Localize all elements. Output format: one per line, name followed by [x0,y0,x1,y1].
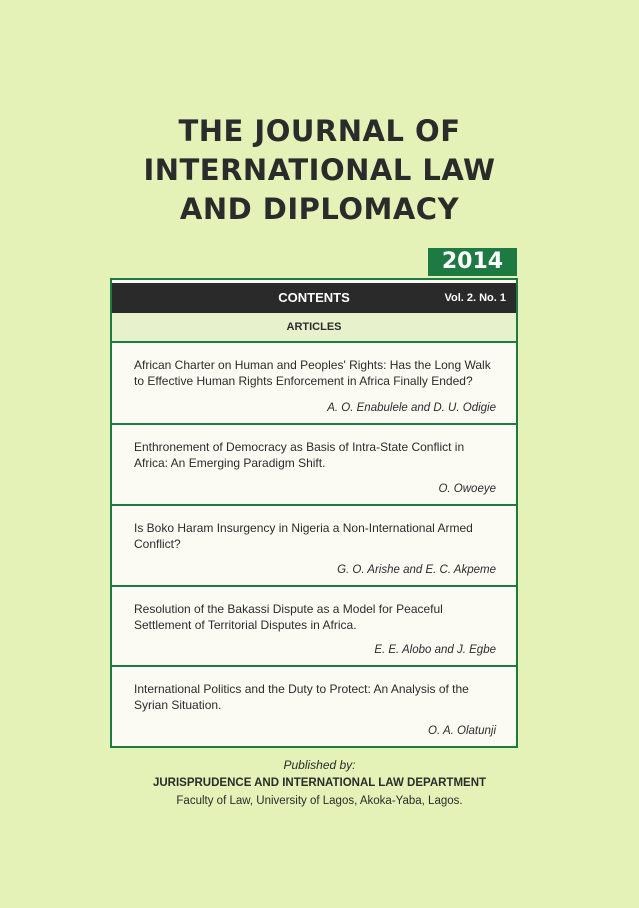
contents-header-bar [112,283,516,313]
volume-label: Vol. 2. No. 1 [444,292,506,304]
article-item [112,343,516,425]
articles-section-label: ARTICLES [112,313,516,343]
article-item [112,425,516,506]
publisher-department: JURISPRUDENCE AND INTERNATIONAL LAW DEPARTMENT [152,777,487,789]
article-title: Enthronement of Democracy as Basis of Intra-State Conflict in Africa: An Emerging Paradigm Shift. [134,440,465,470]
journal-title [0,112,639,229]
article-item [112,506,516,587]
article-title: Is Boko Haram Insurgency in Nigeria a Non-International Armed Conflict? [134,521,473,551]
article-title: Resolution of the Bakassi Dispute as a Model for Peaceful Settlement of Territorial Disputes in Africa. [134,602,443,632]
article-authors: G. O. Arishe and E. C. Akpeme [337,564,496,576]
article-item [112,587,516,667]
article-authors: A. O. Enabulele and D. U. Odigie [327,402,496,414]
contents-label: CONTENTS [278,290,350,305]
article-authors: O. Owoeye [438,483,496,495]
contents-box [110,278,518,748]
article-item [112,667,516,746]
article-authors: E. E. Alobo and J. Egbe [374,644,496,656]
journal-title-line-2: INTERNATIONAL LAW [143,153,496,187]
published-by-label: Published by: [283,758,356,772]
journal-title-line-1: THE JOURNAL OF [178,114,461,148]
publisher-address: Faculty of Law, University of Lagos, Akoka-Yaba, Lagos. [176,795,463,807]
article-title: African Charter on Human and Peoples' Rights: Has the Long Walk to Effective Human Rights Enforcement in Africa Finally Ended? [134,358,491,388]
article-title: International Politics and the Duty to Protect: An Analysis of the Syrian Situation. [134,682,469,712]
journal-title-line-3: AND DIPLOMACY [179,192,460,226]
year-badge: 2014 [428,248,517,276]
article-authors: O. A. Olatunji [428,725,496,737]
publisher-block [0,756,639,810]
